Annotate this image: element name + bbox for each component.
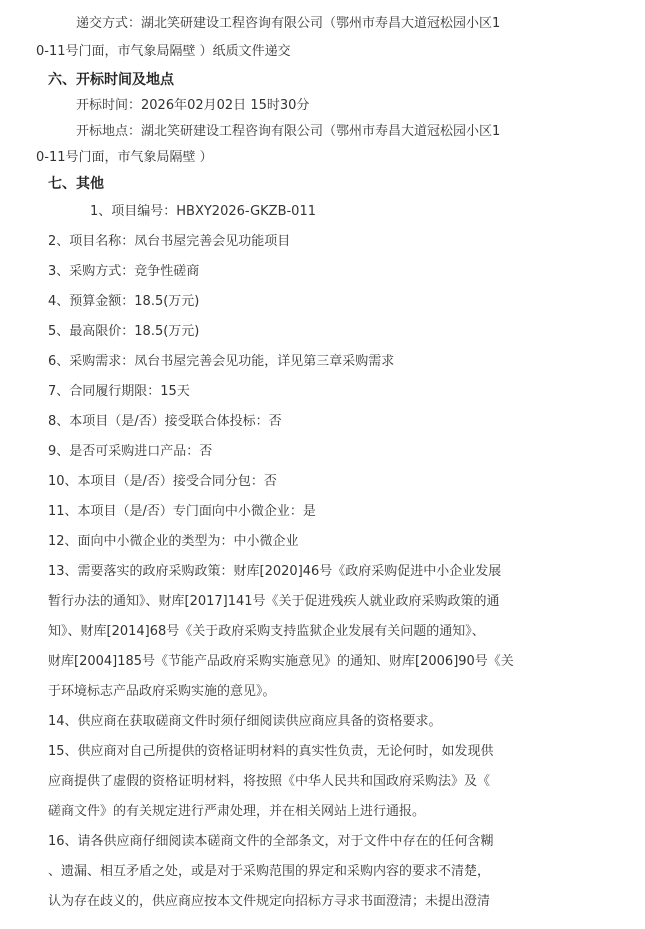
opening-time-value: 2026年02月02日 15时30分	[141, 98, 310, 113]
list-item: 2、项目名称：凤台书屋完善会见功能项目	[48, 234, 291, 249]
opening-place-line-2: 0-11号门面，市气象局隔壁 ）	[36, 150, 213, 165]
delivery-value: 湖北笑研建设工程咨询有限公司（鄂州市寿昌大道冠松园小区1	[141, 16, 501, 31]
list-item: 7、合同履行期限：15天	[48, 384, 190, 399]
list-item-continuation: 应商提供了虚假的资格证明材料，将按照《中华人民共和国政府采购法》及《	[48, 774, 491, 789]
list-item-continuation: 于环境标志产品政府采购实施的意见》。	[48, 684, 276, 699]
list-item-continuation: 暂行办法的通知》、财库[2017]141号《关于促进残疾人就业政府采购政策的通	[48, 594, 500, 609]
delivery-line-1	[76, 16, 645, 32]
list-item: 16、请各供应商仔细阅读本磋商文件的全部条文，对于文件中存在的任何含糊	[48, 834, 494, 849]
opening-time-label: 开标时间：	[76, 98, 142, 113]
list-item: 4、预算金额：18.5(万元)	[48, 294, 200, 309]
list-item-continuation: 知》、财库[2014]68号《关于政府采购支持监狱企业发展有关问题的通知》、	[48, 624, 485, 639]
list-item-continuation: 财库[2004]185号《节能产品政府采购实施意见》的通知、财库[2006]90号《关	[48, 654, 514, 669]
list-item-continuation: 磋商文件》的有关规定进行严肃处理，并在相关网站上进行通报。	[48, 804, 426, 819]
list-item: 8、本项目（是/否）接受联合体投标：否	[48, 414, 282, 429]
list-item: 12、面向中小微企业的类型为：中小微企业	[48, 534, 299, 549]
section-6-title: 六、开标时间及地点	[48, 72, 174, 88]
opening-place-line-1	[76, 124, 645, 140]
list-item: 6、采购需求：凤台书屋完善会见功能，详见第三章采购需求	[48, 354, 395, 369]
opening-place-label: 开标地点：	[76, 124, 142, 139]
list-item: 15、供应商对自己所提供的资格证明材料的真实性负责，无论何时，如发现供	[48, 744, 494, 759]
list-item: 9、是否可采购进口产品：否	[48, 444, 213, 459]
list-item: 11、本项目（是/否）专门面向中小微企业：是	[48, 504, 316, 519]
list-item: 14、供应商在获取磋商文件时须仔细阅读供应商应具备的资格要求。	[48, 714, 442, 729]
delivery-line-2: 0-11号门面，市气象局隔壁 ）纸质文件递交	[36, 44, 291, 59]
list-item: 13、需要落实的政府采购政策：财库[2020]46号《政府采购促进中小企业发展	[48, 564, 502, 579]
list-item: 1、项目编号：HBXY2026-GKZB-011	[90, 204, 316, 219]
list-item: 5、最高限价：18.5(万元)	[48, 324, 200, 339]
delivery-label: 递交方式：	[76, 16, 142, 31]
list-item: 3、采购方式：竞争性磋商	[48, 264, 200, 279]
list-item: 10、本项目（是/否）接受合同分包：否	[48, 474, 277, 489]
section-7-title: 七、其他	[48, 176, 104, 192]
opening-time-line	[76, 98, 645, 114]
list-item-continuation: 、遗漏、相互矛盾之处，或是对于采购范围的界定和采购内容的要求不清楚，	[48, 864, 491, 879]
list-item-continuation: 认为存在歧义的，供应商应按本文件规定向招标方寻求书面澄清；未提出澄清	[48, 894, 491, 909]
opening-place-value: 湖北笑研建设工程咨询有限公司（鄂州市寿昌大道冠松园小区1	[141, 124, 501, 139]
